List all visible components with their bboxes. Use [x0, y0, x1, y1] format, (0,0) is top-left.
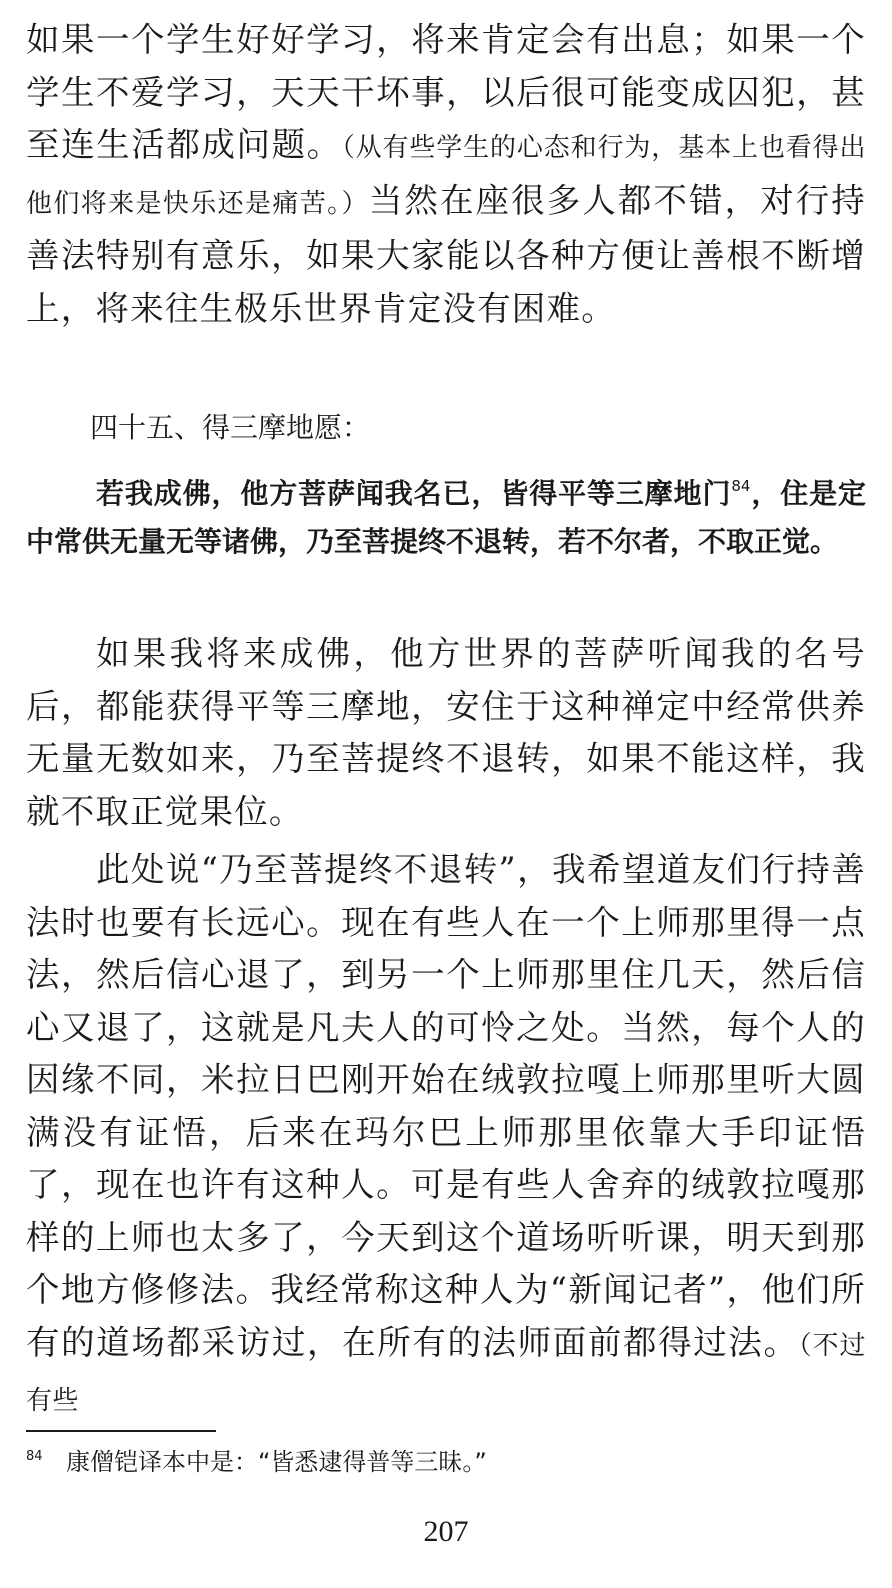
paragraph-intro-main: 如果一个学生好好学习，将来肯定会有出息；如果一个学生不爱学习，天天干坏事，以后很可能变成囚犯，甚至连生活都成问题。: [26, 20, 866, 164]
footnote-text: 康僧铠译本中是：“皆悉逮得普等三昧。”: [66, 1448, 487, 1476]
sutra-quote-part1: 若我成佛，他方菩萨闻我名已，皆得平等三摩地门: [96, 477, 732, 510]
footnote: 84 康僧铠译本中是：“皆悉逮得普等三昧。”: [26, 1448, 487, 1476]
section-heading: 四十五、得三摩地愿：: [90, 411, 371, 444]
paragraph-intro: [26, 14, 866, 382]
book-page: [26, 0, 866, 1588]
paragraph-commentary: [26, 844, 866, 1422]
paragraph-explanation: 如果我将来成佛，他方世界的菩萨听闻我的名号后，都能获得平等三摩地，安住于这种禅定中经常供养无量无数如来，乃至菩提终不退转，如果不能这样，我就不取正觉果位。: [26, 634, 866, 831]
sutra-quote: [26, 470, 866, 566]
paragraph-intro-tail: 当然在座很多人都不错，对行持善法特别有意乐，如果大家能以各种方便让善根不断增上，将来往生极乐世界肯定没有困难。: [26, 180, 866, 328]
paragraph-intro-aside: （从有些学生的心态和行为，基本上也看得出他们将来是快乐还是痛苦。）: [26, 133, 866, 219]
paragraph-commentary-aside: （不过有些: [26, 1330, 866, 1416]
sutra-quote-part2: ，住是定中常供无量无等诸佛，乃至菩提终不退转，若不尔者，不取正觉。: [26, 477, 866, 558]
footnote-reference: 84: [731, 477, 751, 495]
footnote-divider: [26, 1430, 216, 1432]
page-number: 207: [423, 1515, 469, 1548]
paragraph-commentary-main: 此处说“乃至菩提终不退转”，我希望道友们行持善法时也要有长远心。现在有些人在一个上师那里得一点法，然后信心退了，到另一个上师那里住几天，然后信心又退了，这就是凡夫人的可怜之处。当然，每个人的因缘不同，米拉日巴刚开始在绒敦拉嘎上师那里听大圆满没有证悟，后来在玛尔巴上师那里依靠大手印证悟了，现在也许有这种人。可是有些人舍弃的绒敦拉嘎那样的上师也太多了，今天到这个道场听听课，明天到那个地方修修法。我经常称这种人为“新闻记者”，他们所有的道场都采访过，在所有的法师面前都得过法。: [26, 850, 866, 1362]
